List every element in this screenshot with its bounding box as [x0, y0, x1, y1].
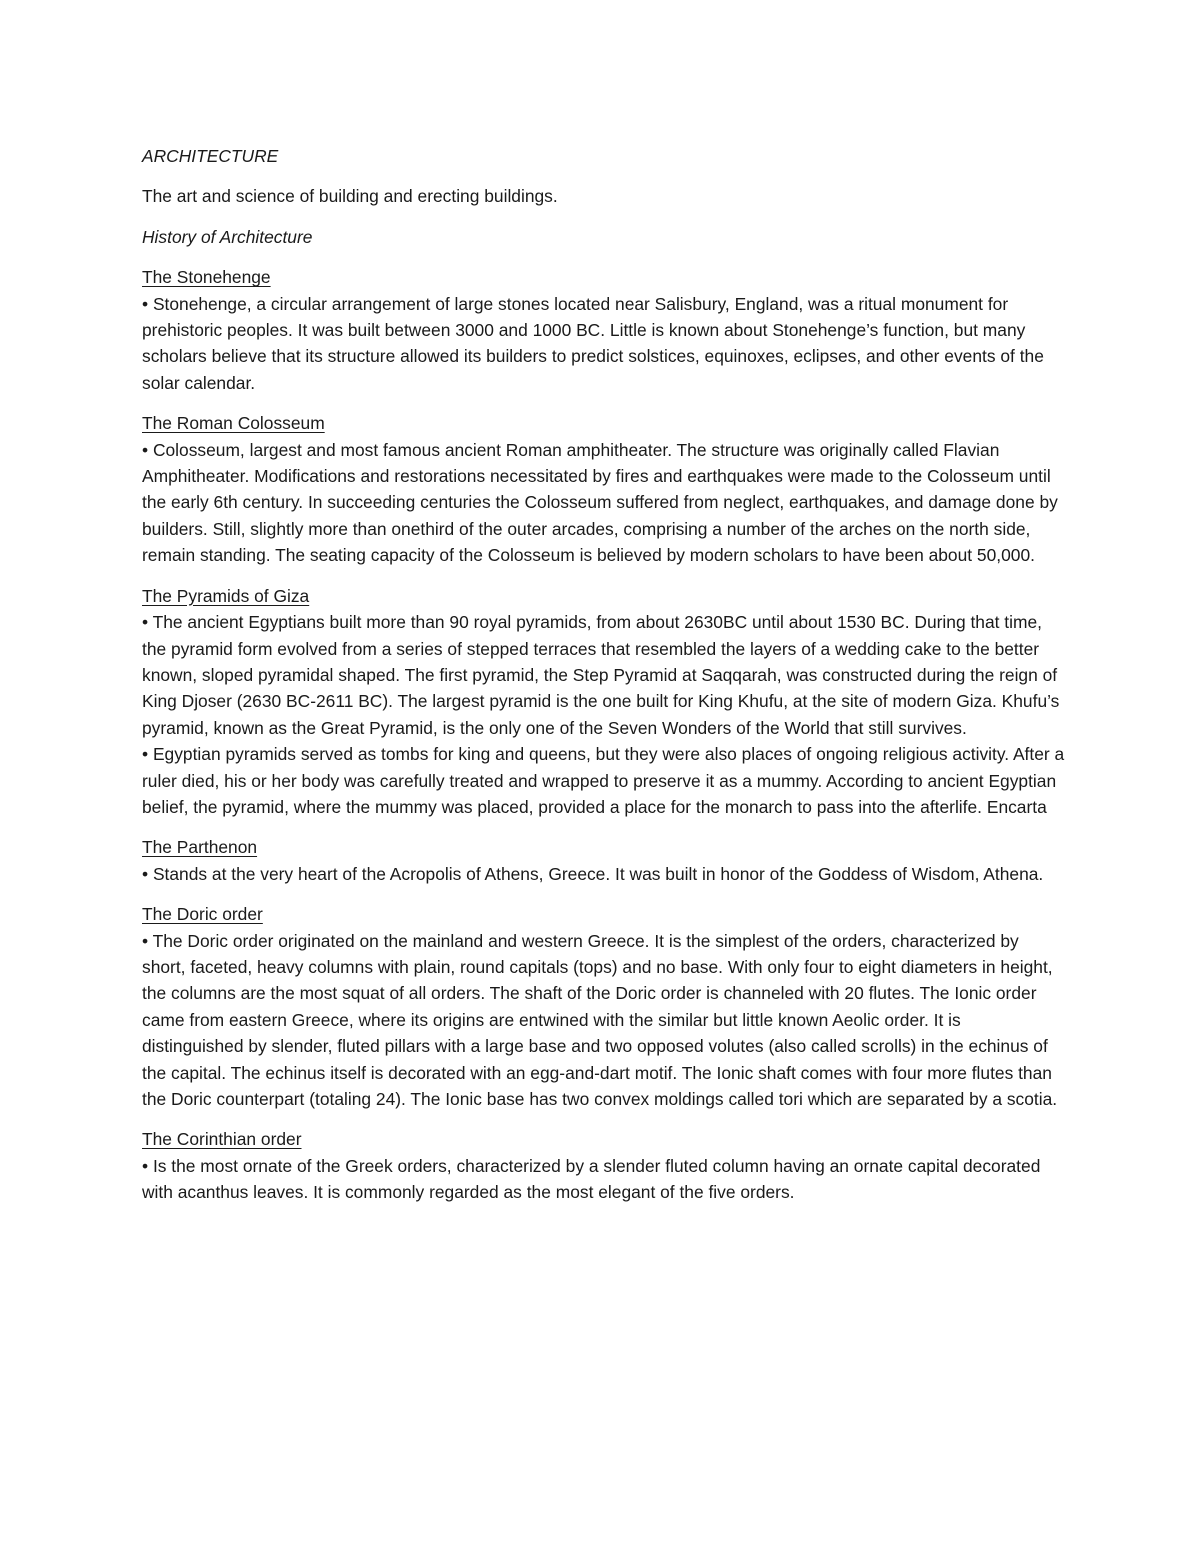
section-heading: The Roman Colosseum: [142, 413, 325, 434]
bullet-paragraph: [142, 741, 1067, 820]
bullet-text: Is the most ornate of the Greek orders, characterized by a slender fluted column having an ornate capital decorated with acanthus leaves. It is commonly regarded as the most elegant of the five orders.: [142, 1155, 1041, 1203]
section-heading: The Pyramids of Giza: [142, 585, 310, 606]
section-heading: The Parthenon: [142, 837, 258, 858]
document-definition: The art and science of building and erecting buildings.: [142, 186, 558, 207]
bullet-text: Stonehenge, a circular arrangement of large stones located near Salisbury, England, was a ritual monument for prehistoric peoples. It was built between 3000 and 1000 BC. Little is known about Stonehenge’s function, but many scholars believe that its structure allowed its builders to predict solstices, equinoxes, eclipses, and other events of the solar calendar.: [142, 293, 1044, 393]
bullet-text: Egyptian pyramids served as tombs for king and queens, but they were also places of ongoing religious activity. After a ruler died, his or her body was carefully treated and wrapped to preserve it as a mummy. According to ancient Egyptian belief, the pyramid, where the mummy was placed, provided a place for the monarch to pass into the afterlife. Encarta: [142, 744, 1065, 817]
bullet-icon: •: [142, 439, 149, 460]
bullet-icon: •: [142, 612, 149, 633]
section-heading: The Corinthian order: [142, 1129, 302, 1150]
section-corinthian-order: [142, 1126, 1067, 1205]
bullet-paragraph: [142, 928, 1067, 1113]
bullet-text: The ancient Egyptians built more than 90 royal pyramids, from about 2630BC until about 1530 BC. During that time, the pyramid form evolved from a series of stepped terraces that resembled the layers of a wedding cake to the better known, sloped pyramidal shaped. The first pyramid, the Step Pyramid at Saqqarah, was constructed during the reign of King Djoser (2630 BC-2611 BC). The largest pyramid is the one built for King Khufu, at the site of modern Giza. Khufu’s pyramid, known as the Great Pyramid, is the only one of the Seven Wonders of the World that still survives.: [142, 612, 1060, 738]
section-heading: The Doric order: [142, 904, 263, 925]
bullet-icon: •: [142, 1155, 149, 1176]
section-parthenon: [142, 834, 1067, 887]
document-title: ARCHITECTURE: [142, 146, 279, 166]
bullet-text: The Doric order originated on the mainland and western Greece. It is the simplest of the orders, characterized by short, faceted, heavy columns with plain, round capitals (tops) and no base. With only four to eight diameters in height, the columns are the most squat of all orders. The shaft of the Doric order is channeled with 20 flutes. The Ionic order came from eastern Greece, where its origins are entwined with the similar but little known Aeolic order. It is distinguished by slender, fluted pillars with a large base and two opposed volutes (also called scrolls) in the echinus of the capital. The echinus itself is decorated with an egg-and-dart motif. The Ionic shaft comes with four more flutes than the Doric counterpart (totaling 24). The Ionic base has two convex moldings called tori which are separated by a scotia.: [142, 930, 1058, 1109]
section-doric-order: [142, 901, 1067, 1112]
document-page: [142, 143, 1067, 1220]
bullet-icon: •: [142, 293, 149, 314]
bullet-text: Colosseum, largest and most famous ancient Roman amphitheater. The structure was originally called Flavian Amphitheater. Modifications and restorations necessitated by fires and earthquakes were made to the Colosseum until the early 6th century. In succeeding centuries the Colosseum suffered from neglect, earthquakes, and damage done by builders. Still, slightly more than onethird of the outer arcades, comprising a number of the arches on the north side, remain standing. The seating capacity of the Colosseum is believed by modern scholars to have been about 50,000.: [142, 439, 1058, 566]
bullet-paragraph: [142, 609, 1067, 741]
document-subtitle: History of Architecture: [142, 226, 313, 247]
bullet-paragraph: [142, 1153, 1067, 1206]
bullet-paragraph: [142, 291, 1067, 397]
bullet-icon: •: [142, 863, 149, 884]
bullet-icon: •: [142, 930, 149, 951]
bullet-paragraph: [142, 437, 1067, 569]
section-roman-colosseum: [142, 410, 1067, 568]
section-heading: The Stonehenge: [142, 267, 271, 288]
section-stonehenge: [142, 264, 1067, 396]
bullet-text: Stands at the very heart of the Acropolis of Athens, Greece. It was built in honor of the Goddess of Wisdom, Athena.: [152, 863, 1044, 884]
bullet-icon: •: [142, 744, 149, 765]
bullet-paragraph: [142, 861, 1067, 887]
section-pyramids-of-giza: [142, 583, 1067, 821]
